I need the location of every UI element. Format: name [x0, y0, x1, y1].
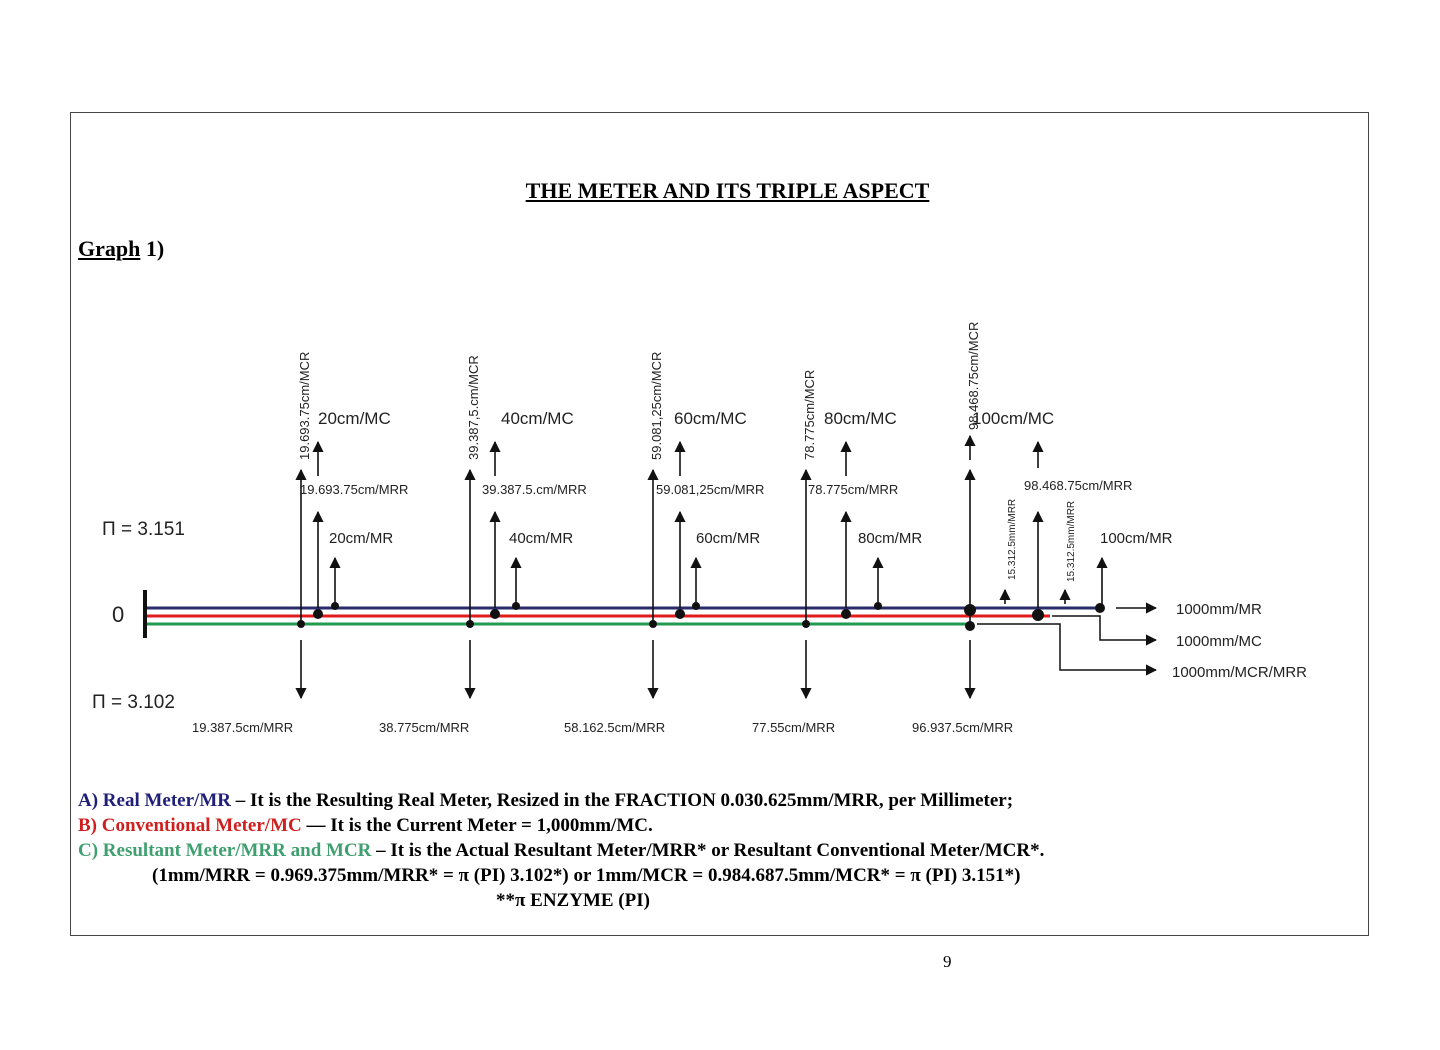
legend-enzyme: **π ENZYME (PI) — [496, 890, 650, 911]
legend-formula: (1mm/MRR = 0.969.375mm/MRR* = π (PI) 3.102*) or 1mm/MCR = 0.984.687.5mm/MCR* = π (PI) 3.151*) — [152, 865, 1021, 886]
legend — [78, 788, 1044, 913]
graph-number: 1) — [145, 236, 165, 261]
mr-dot-1 — [331, 602, 339, 610]
mr-label-2: 40cm/MR — [509, 530, 574, 547]
mc-dot-2 — [490, 609, 500, 619]
mrr-upper-label-3: 59.081,25cm/MRR — [656, 482, 765, 497]
mrr-lower-label-1: 19.387.5cm/MRR — [192, 720, 294, 735]
small-label-1: 15.312.5mm/MRR — [1007, 498, 1018, 580]
mrr-upper-label-1: 19.693.75cm/MRR — [300, 482, 409, 497]
mc-label-2: 40cm/MC — [501, 409, 574, 428]
mc-label-1: 20cm/MC — [318, 409, 391, 428]
meter-diagram — [72, 300, 1368, 740]
mrr-lower-label-5: 96.937.5cm/MRR — [912, 720, 1014, 735]
mcr-dot-3 — [649, 620, 657, 628]
mr-label-5: 100cm/MR — [1100, 530, 1173, 547]
mcr-label-4: 78.775cm/MCR — [802, 369, 817, 460]
end-connector-mc — [1052, 616, 1132, 640]
legend-b-text: — It is the Current Meter = 1,000mm/MC. — [301, 815, 653, 836]
end-label-mcr: 1000mm/MCR/MRR — [1172, 664, 1308, 681]
mcr-dot-2 — [466, 620, 474, 628]
mc-dot-3 — [675, 609, 685, 619]
mr-label-1: 20cm/MR — [329, 530, 394, 547]
mcr-label-3: 59.081,25cm/MCR — [649, 351, 664, 460]
mr-dot-2 — [512, 602, 520, 610]
legend-c-label: C) Resultant Meter/MRR and MCR — [78, 840, 372, 861]
end-connector-mcr — [977, 624, 1132, 670]
pi-upper: Π = 3.151 — [102, 519, 185, 540]
mrr-lower-label-3: 58.162.5cm/MRR — [564, 720, 666, 735]
mr-label-4: 80cm/MR — [858, 530, 923, 547]
mc-dot-4 — [841, 609, 851, 619]
mcr-dot-5a — [964, 604, 976, 616]
mcr-label-2: 39.387,5.cm/MCR — [466, 355, 481, 460]
page-title: THE METER AND ITS TRIPLE ASPECT — [525, 178, 930, 203]
legend-b — [78, 813, 1044, 838]
mc-label-3: 60cm/MC — [674, 409, 747, 428]
small-label-2: 15.312.5mm/MRR — [1066, 500, 1077, 582]
mr-dot-3 — [692, 602, 700, 610]
mcr-label-5: 98.468.75cm/MCR — [966, 321, 981, 430]
mrr-lower-label-2: 38.775cm/MRR — [379, 720, 470, 735]
legend-a — [78, 788, 1044, 813]
mr-label-3: 60cm/MR — [696, 530, 761, 547]
origin-label: 0 — [112, 602, 125, 627]
page-number: 9 — [943, 952, 952, 971]
mcr-dot-4 — [802, 620, 810, 628]
mr-dot-4 — [874, 602, 882, 610]
mrr-upper-label-4: 78.775cm/MRR — [808, 482, 899, 497]
pi-lower: Π = 3.102 — [92, 692, 175, 713]
mcr-dot-1 — [297, 620, 305, 628]
legend-c-text: – It is the Actual Resultant Meter/MRR* or Resultant Conventional Meter/MCR*. — [371, 840, 1045, 861]
legend-a-label: A) Real Meter/MR — [78, 790, 231, 811]
legend-a-text: – It is the Resulting Real Meter, Resized in the FRACTION 0.030.625mm/MRR, per Millimeter; — [230, 790, 1014, 811]
mc-dot-1 — [313, 609, 323, 619]
legend-b-label: B) Conventional Meter/MC — [78, 815, 302, 836]
mrr-upper-label-5: 98.468.75cm/MRR — [1024, 478, 1133, 493]
mrr-lower-label-4: 77.55cm/MRR — [752, 720, 836, 735]
end-label-mc: 1000mm/MC — [1176, 633, 1262, 650]
mc-dot-5 — [1032, 609, 1044, 621]
mrr-upper-label-2: 39.387.5.cm/MRR — [482, 482, 587, 497]
mc-label-5: 100cm/MC — [972, 409, 1055, 428]
mcr-dot-5b — [965, 621, 975, 631]
mc-label-4: 80cm/MC — [824, 409, 897, 428]
graph-label — [78, 236, 164, 262]
end-label-mr: 1000mm/MR — [1176, 601, 1262, 618]
mcr-label-1: 19.693.75cm/MCR — [297, 351, 312, 460]
legend-c — [78, 838, 1044, 863]
mr-dot-5 — [1095, 603, 1105, 613]
graph-word: Graph — [78, 236, 141, 261]
